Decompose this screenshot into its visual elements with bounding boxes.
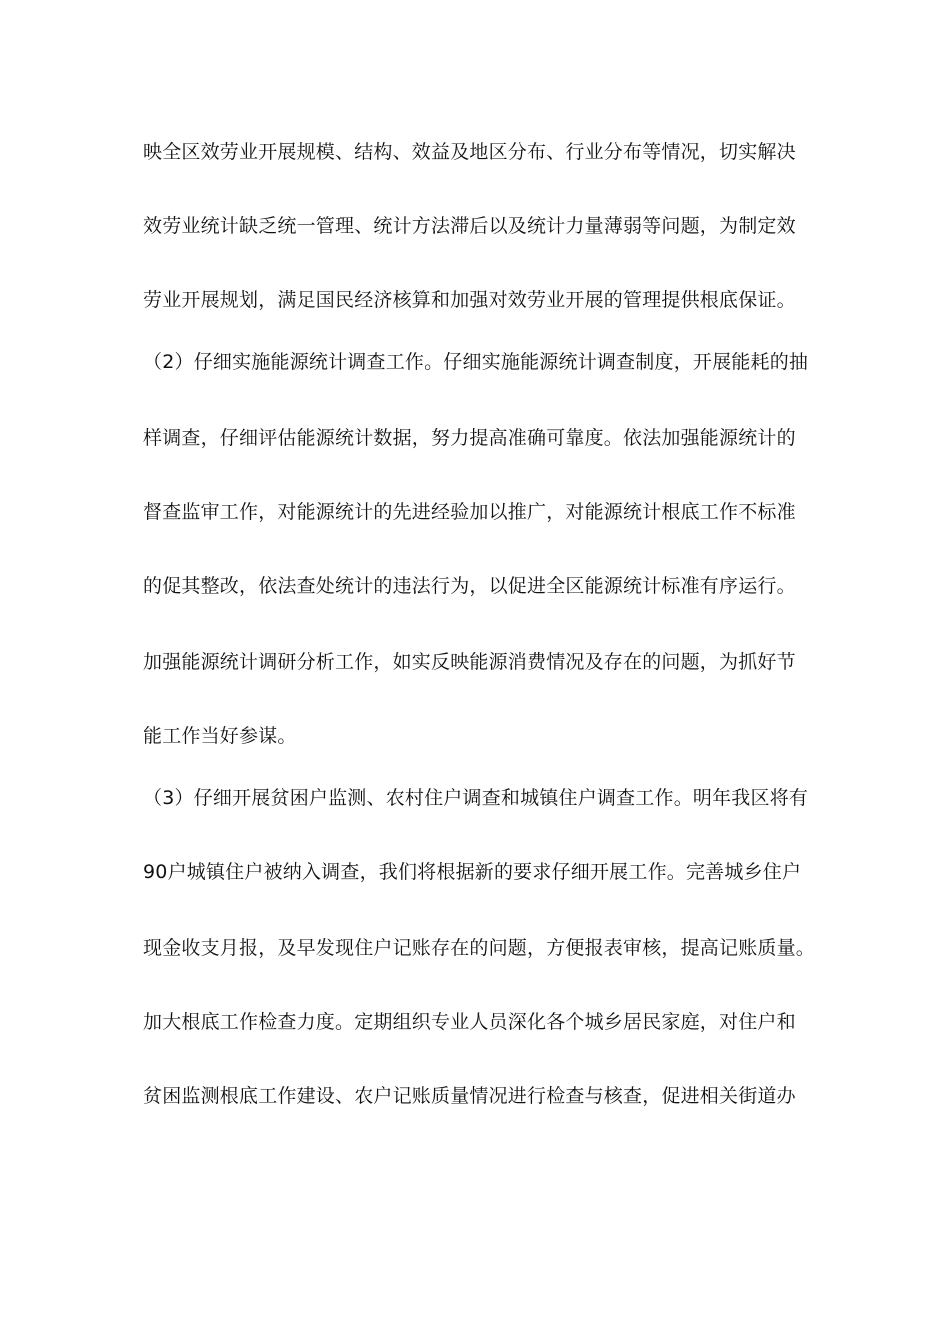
- text-line: 效劳业统计缺乏统一管理、统计方法滞后以及统计力量薄弱等问题，为制定效: [143, 215, 796, 237]
- text-line: （3）仔细开展贫困户监测、农村住户调查和城镇住户调查工作。明年我区将有: [143, 787, 809, 809]
- text-line: 加强能源统计调研分析工作，如实反映能源消费情况及存在的问题，为抓好节: [143, 651, 796, 673]
- text-line: 映全区效劳业开展规模、结构、效益及地区分布、行业分布等情况，切实解决: [143, 141, 796, 163]
- text-line: 督查监审工作，对能源统计的先进经验加以推广，对能源统计根底工作不标准: [143, 501, 796, 523]
- text-line: （2）仔细实施能源统计调查工作。仔细实施能源统计调查制度，开展能耗的抽: [143, 351, 809, 373]
- text-line: 劳业开展规划，满足国民经济核算和加强对效劳业开展的管理提供根底保证。: [143, 289, 796, 311]
- text-line: 90户城镇住户被纳入调查，我们将根据新的要求仔细开展工作。完善城乡住户: [143, 861, 802, 883]
- text-line: 贫困监测根底工作建设、农户记账质量情况进行检查与核查，促进相关街道办: [143, 1085, 796, 1107]
- text-line: 能工作当好参谋。: [143, 725, 297, 747]
- text-line: 加大根底工作检查力度。定期组织专业人员深化各个城乡居民家庭，对住户和: [143, 1011, 796, 1033]
- text-line: 样调查，仔细评估能源统计数据，努力提高准确可靠度。依法加强能源统计的: [143, 427, 796, 449]
- text-line: 的促其整改，依法查处统计的违法行为，以促进全区能源统计标准有序运行。: [143, 575, 796, 597]
- text-line: 现金收支月报，及早发现住户记账存在的问题，方便报表审核，提高记账质量。: [143, 937, 816, 959]
